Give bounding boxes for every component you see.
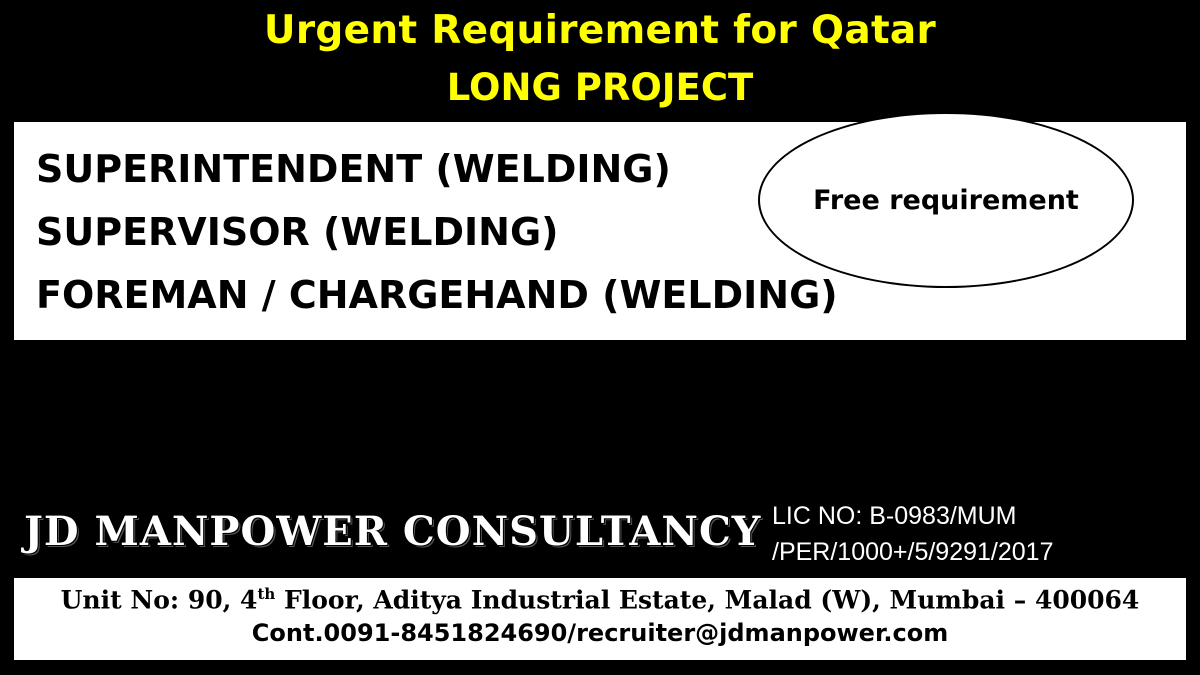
contact-details: Cont.0091-8451824690/recruiter@jdmanpower.com: [251, 619, 949, 648]
position-item: FOREMAN / CHARGEHAND (WELDING): [36, 273, 838, 317]
address-part-2: Floor, Aditya Industrial Estate, Malad (W), Mumbai – 400064: [275, 585, 1140, 615]
office-address: [14, 585, 1186, 614]
free-requirement-badge: [758, 112, 1134, 288]
licence-number: [772, 498, 1053, 570]
licence-line-2: /PER/1000+/5/9291/2017: [772, 538, 1054, 566]
company-name: JD MANPOWER CONSULTANCY: [24, 508, 762, 555]
address-part-1: Unit No: 90, 4: [60, 585, 258, 615]
position-item: SUPERINTENDENT (WELDING): [36, 147, 671, 191]
headline-secondary: LONG PROJECT: [446, 66, 754, 109]
footer-contact-bar: [14, 578, 1186, 660]
headline-primary: Urgent Requirement for Qatar: [263, 8, 937, 53]
position-item: SUPERVISOR (WELDING): [36, 210, 559, 254]
licence-line-1: LIC NO: B-0983/MUM: [772, 502, 1017, 530]
free-requirement-label: Free requirement: [813, 184, 1079, 216]
address-ordinal-suffix: th: [257, 585, 276, 603]
